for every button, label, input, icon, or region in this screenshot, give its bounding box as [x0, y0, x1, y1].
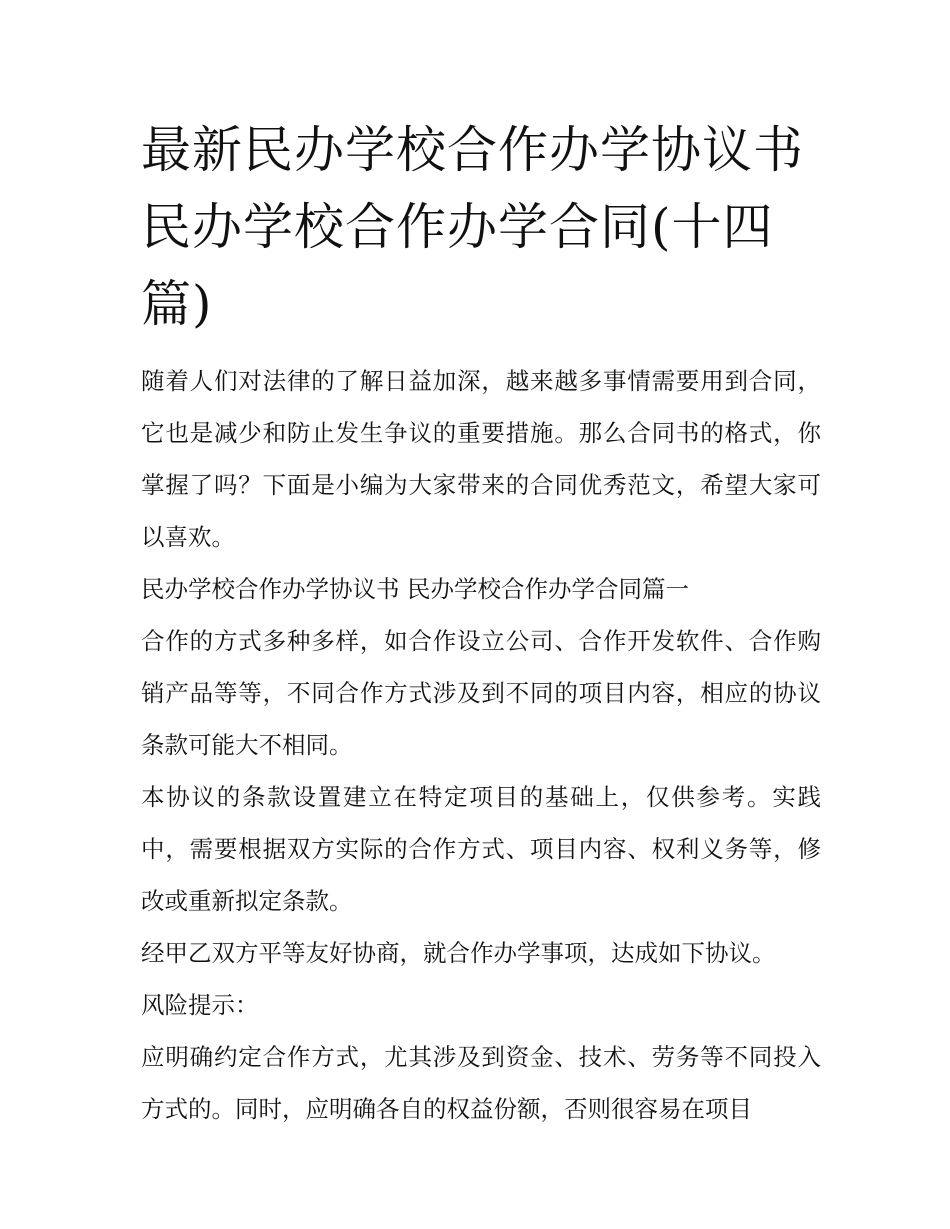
- body-paragraph-2: 本协议的条款设置建立在特定项目的基础上，仅供参考。实践中，需要根据双方实际的合作方式、项目内容、权利义务等，修改或重新拟定条款。: [141, 783, 821, 915]
- document-page: [141, 112, 821, 1135]
- body-paragraph-5: 应明确约定合作方式，尤其涉及到资金、技术、劳务等不同投入方式的。同时，应明确各自的权益份额，否则很容易在项目: [141, 1043, 821, 1123]
- body-paragraph-3: 经甲乙双方平等友好协商，就合作办学事项，达成如下协议。: [141, 939, 776, 967]
- section-heading: 民办学校合作办学协议书 民办学校合作办学合同篇一: [141, 575, 689, 603]
- intro-paragraph: 随着人们对法律的了解日益加深，越来越多事情需要用到合同，它也是减少和防止发生争议的重要措施。那么合同书的格式，你掌握了吗？下面是小编为大家带来的合同优秀范文，希望大家可以喜欢。: [141, 367, 821, 551]
- body-paragraph-1: 合作的方式多种多样，如合作设立公司、合作开发软件、合作购销产品等等，不同合作方式涉及到不同的项目内容，相应的协议条款可能大不相同。: [141, 627, 821, 759]
- risk-notice-label: 风险提示：: [141, 991, 259, 1019]
- document-title: 最新民办学校合作办学协议书 民办学校合作办学合同(十四篇): [141, 121, 804, 333]
